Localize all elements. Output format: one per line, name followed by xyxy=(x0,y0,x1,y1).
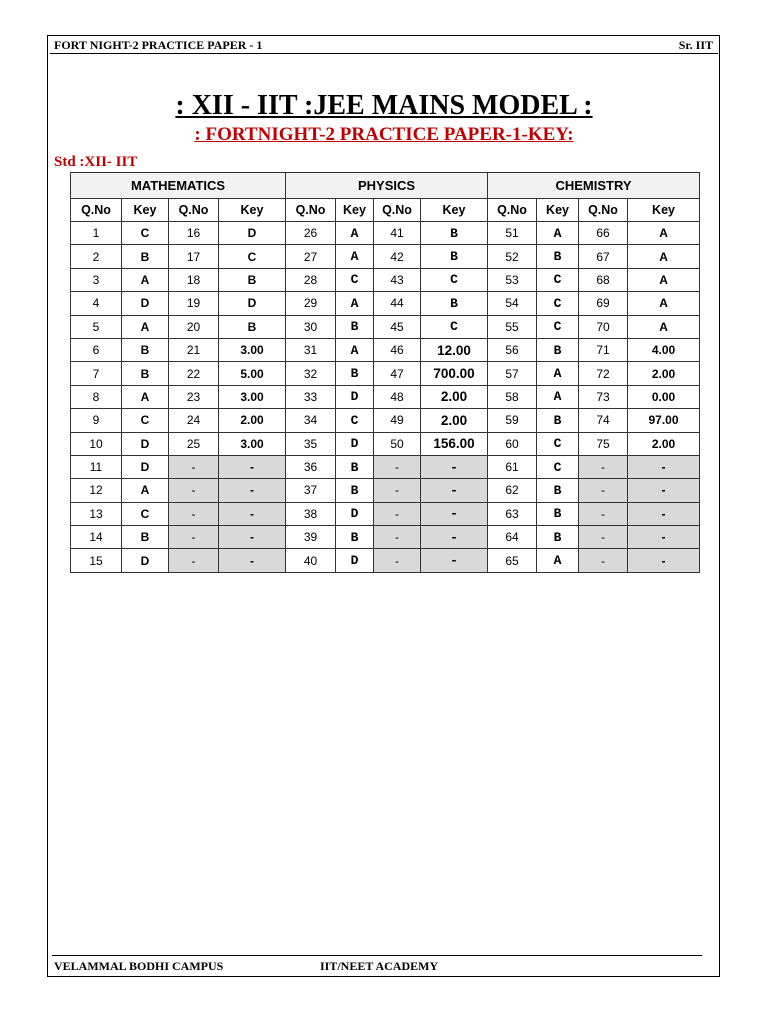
key-cell: 0.00 xyxy=(628,385,700,408)
key-cell: 12.00 xyxy=(421,338,488,361)
qno-cell: 26 xyxy=(286,222,336,245)
qno-cell: 65 xyxy=(488,549,537,572)
table-row xyxy=(71,362,700,385)
qno-cell: 32 xyxy=(286,362,336,385)
key-cell: A xyxy=(336,292,374,315)
key-cell: - xyxy=(219,479,286,502)
qno-cell: - xyxy=(374,455,421,478)
key-cell: - xyxy=(219,455,286,478)
qno-cell: 27 xyxy=(286,245,336,268)
qno-cell: 18 xyxy=(169,268,219,291)
key-cell: 4.00 xyxy=(628,338,700,361)
key-cell: - xyxy=(421,502,488,525)
table-row xyxy=(71,245,700,268)
qno-cell: 73 xyxy=(579,385,628,408)
key-cell: B xyxy=(421,292,488,315)
key-cell: D xyxy=(336,502,374,525)
key-cell: - xyxy=(628,455,700,478)
key-cell: 156.00 xyxy=(421,432,488,455)
qno-cell: 43 xyxy=(374,268,421,291)
qno-cell: 46 xyxy=(374,338,421,361)
key-cell: B xyxy=(336,315,374,338)
key-cell: A xyxy=(122,268,169,291)
column-header-row xyxy=(71,199,700,222)
table-row xyxy=(71,268,700,291)
qno-cell: 23 xyxy=(169,385,219,408)
key-cell: C xyxy=(421,315,488,338)
footer-left: VELAMMAL BODHI CAMPUS xyxy=(54,959,224,973)
qno-cell: - xyxy=(169,455,219,478)
qno-cell: - xyxy=(374,479,421,502)
key-cell: C xyxy=(537,455,579,478)
key-cell: C xyxy=(537,292,579,315)
page-title xyxy=(0,88,768,124)
key-cell: C xyxy=(219,245,286,268)
key-cell: D xyxy=(336,385,374,408)
qno-cell: 12 xyxy=(71,479,122,502)
qno-cell: - xyxy=(579,549,628,572)
table-row xyxy=(71,479,700,502)
qno-cell: 75 xyxy=(579,432,628,455)
qno-cell: - xyxy=(579,526,628,549)
qno-cell: 24 xyxy=(169,409,219,432)
table-row xyxy=(71,502,700,525)
key-cell: A xyxy=(537,222,579,245)
key-cell: 2.00 xyxy=(628,432,700,455)
qno-cell: - xyxy=(579,502,628,525)
key-cell: - xyxy=(421,526,488,549)
qno-cell: 28 xyxy=(286,268,336,291)
qno-cell: 44 xyxy=(374,292,421,315)
key-cell: C xyxy=(122,502,169,525)
qno-cell: 47 xyxy=(374,362,421,385)
qno-cell: 4 xyxy=(71,292,122,315)
qno-cell: 3 xyxy=(71,268,122,291)
qno-cell: 6 xyxy=(71,338,122,361)
qno-cell: - xyxy=(169,549,219,572)
header-rule xyxy=(50,53,718,54)
qno-cell: 33 xyxy=(286,385,336,408)
table-row xyxy=(71,432,700,455)
qno-cell: 19 xyxy=(169,292,219,315)
section-header-row xyxy=(71,173,700,199)
table-row xyxy=(71,455,700,478)
qno-cell: 66 xyxy=(579,222,628,245)
key-cell: D xyxy=(122,455,169,478)
qno-cell: 48 xyxy=(374,385,421,408)
qno-cell: 20 xyxy=(169,315,219,338)
qno-cell: - xyxy=(579,455,628,478)
key-cell: B xyxy=(537,526,579,549)
key-cell: 3.00 xyxy=(219,385,286,408)
qno-cell: 42 xyxy=(374,245,421,268)
qno-cell: 58 xyxy=(488,385,537,408)
qno-cell: 31 xyxy=(286,338,336,361)
footer-rule xyxy=(52,955,702,956)
qno-cell: 63 xyxy=(488,502,537,525)
table-row xyxy=(71,409,700,432)
qno-cell: 61 xyxy=(488,455,537,478)
qno-cell: 30 xyxy=(286,315,336,338)
qno-cell: 37 xyxy=(286,479,336,502)
key-cell: B xyxy=(421,245,488,268)
key-cell: 2.00 xyxy=(421,409,488,432)
key-cell: C xyxy=(537,432,579,455)
key-cell: C xyxy=(336,268,374,291)
key-cell: B xyxy=(336,479,374,502)
key-cell: D xyxy=(336,432,374,455)
answer-key-body xyxy=(71,222,700,573)
qno-cell: 36 xyxy=(286,455,336,478)
key-cell: 3.00 xyxy=(219,432,286,455)
key-cell: A xyxy=(628,315,700,338)
qno-cell: 7 xyxy=(71,362,122,385)
key-cell: 700.00 xyxy=(421,362,488,385)
key-cell: B xyxy=(336,526,374,549)
qno-cell: 59 xyxy=(488,409,537,432)
qno-cell: - xyxy=(169,479,219,502)
col-key: Key xyxy=(628,199,700,222)
key-cell: B xyxy=(537,245,579,268)
key-cell: D xyxy=(219,292,286,315)
table-row xyxy=(71,292,700,315)
qno-cell: 17 xyxy=(169,245,219,268)
col-qno: Q.No xyxy=(169,199,219,222)
qno-cell: 53 xyxy=(488,268,537,291)
footer-middle: IIT/NEET ACADEMY xyxy=(320,959,439,973)
table-row xyxy=(71,338,700,361)
key-cell: D xyxy=(122,292,169,315)
key-cell: - xyxy=(219,502,286,525)
key-cell: C xyxy=(122,409,169,432)
key-cell: - xyxy=(628,502,700,525)
key-cell: D xyxy=(122,432,169,455)
qno-cell: 21 xyxy=(169,338,219,361)
qno-cell: 39 xyxy=(286,526,336,549)
qno-cell: 55 xyxy=(488,315,537,338)
key-cell: B xyxy=(219,268,286,291)
qno-cell: 41 xyxy=(374,222,421,245)
key-cell: - xyxy=(219,526,286,549)
qno-cell: 71 xyxy=(579,338,628,361)
qno-cell: - xyxy=(374,526,421,549)
qno-cell: 8 xyxy=(71,385,122,408)
header-left: FORT NIGHT-2 PRACTICE PAPER - 1 xyxy=(54,38,263,52)
key-cell: B xyxy=(537,479,579,502)
qno-cell: 49 xyxy=(374,409,421,432)
qno-cell: 45 xyxy=(374,315,421,338)
qno-cell: 51 xyxy=(488,222,537,245)
qno-cell: 67 xyxy=(579,245,628,268)
col-qno: Q.No xyxy=(579,199,628,222)
key-cell: B xyxy=(122,245,169,268)
qno-cell: 29 xyxy=(286,292,336,315)
col-key: Key xyxy=(219,199,286,222)
qno-cell: 16 xyxy=(169,222,219,245)
std-label: Std :XII- IIT xyxy=(54,154,138,170)
key-cell: A xyxy=(336,222,374,245)
key-cell: B xyxy=(122,362,169,385)
qno-cell: 40 xyxy=(286,549,336,572)
col-key: Key xyxy=(122,199,169,222)
key-cell: B xyxy=(537,338,579,361)
key-cell: - xyxy=(421,479,488,502)
key-cell: A xyxy=(122,385,169,408)
col-qno: Q.No xyxy=(374,199,421,222)
col-qno: Q.No xyxy=(488,199,537,222)
col-key: Key xyxy=(336,199,374,222)
col-key: Key xyxy=(421,199,488,222)
key-cell: A xyxy=(537,385,579,408)
page-subtitle-text: : FORTNIGHT-2 PRACTICE PAPER-1-KEY: xyxy=(194,124,574,145)
qno-cell: 52 xyxy=(488,245,537,268)
key-cell: C xyxy=(336,409,374,432)
qno-cell: 11 xyxy=(71,455,122,478)
qno-cell: 72 xyxy=(579,362,628,385)
qno-cell: 69 xyxy=(579,292,628,315)
key-cell: - xyxy=(421,549,488,572)
qno-cell: 64 xyxy=(488,526,537,549)
table-row xyxy=(71,222,700,245)
key-cell: A xyxy=(122,315,169,338)
key-cell: D xyxy=(336,549,374,572)
qno-cell: 10 xyxy=(71,432,122,455)
key-cell: B xyxy=(537,502,579,525)
table-row xyxy=(71,315,700,338)
key-cell: C xyxy=(421,268,488,291)
qno-cell: 38 xyxy=(286,502,336,525)
key-cell: C xyxy=(537,315,579,338)
qno-cell: 68 xyxy=(579,268,628,291)
section-physics: PHYSICS xyxy=(286,173,488,199)
qno-cell: 50 xyxy=(374,432,421,455)
key-cell: B xyxy=(122,526,169,549)
qno-cell: 54 xyxy=(488,292,537,315)
qno-cell: 25 xyxy=(169,432,219,455)
key-cell: - xyxy=(628,526,700,549)
col-key: Key xyxy=(537,199,579,222)
qno-cell: 34 xyxy=(286,409,336,432)
qno-cell: 15 xyxy=(71,549,122,572)
qno-cell: 60 xyxy=(488,432,537,455)
qno-cell: 2 xyxy=(71,245,122,268)
key-cell: B xyxy=(537,409,579,432)
key-cell: B xyxy=(336,455,374,478)
key-cell: A xyxy=(628,222,700,245)
key-cell: B xyxy=(219,315,286,338)
section-chemistry: CHEMISTRY xyxy=(488,173,700,199)
key-cell: 2.00 xyxy=(421,385,488,408)
qno-cell: 35 xyxy=(286,432,336,455)
key-cell: A xyxy=(336,245,374,268)
key-cell: - xyxy=(628,549,700,572)
qno-cell: 70 xyxy=(579,315,628,338)
key-cell: - xyxy=(628,479,700,502)
key-cell: B xyxy=(336,362,374,385)
table-row xyxy=(71,385,700,408)
answer-key-table xyxy=(70,172,700,573)
qno-cell: 13 xyxy=(71,502,122,525)
key-cell: C xyxy=(537,268,579,291)
page-title-text: : XII - IIT :JEE MAINS MODEL : xyxy=(175,90,593,121)
key-cell: 3.00 xyxy=(219,338,286,361)
qno-cell: 14 xyxy=(71,526,122,549)
key-cell: 2.00 xyxy=(219,409,286,432)
section-mathematics: MATHEMATICS xyxy=(71,173,286,199)
key-cell: A xyxy=(628,245,700,268)
qno-cell: 57 xyxy=(488,362,537,385)
col-qno: Q.No xyxy=(286,199,336,222)
key-cell: B xyxy=(122,338,169,361)
key-cell: D xyxy=(219,222,286,245)
qno-cell: - xyxy=(374,502,421,525)
qno-cell: - xyxy=(579,479,628,502)
qno-cell: - xyxy=(169,526,219,549)
table-row xyxy=(71,549,700,572)
key-cell: B xyxy=(421,222,488,245)
col-qno: Q.No xyxy=(71,199,122,222)
qno-cell: 62 xyxy=(488,479,537,502)
qno-cell: 74 xyxy=(579,409,628,432)
qno-cell: - xyxy=(169,502,219,525)
key-cell: A xyxy=(537,362,579,385)
header-right: Sr. IIT xyxy=(678,38,713,52)
key-cell: D xyxy=(122,549,169,572)
key-cell: 5.00 xyxy=(219,362,286,385)
qno-cell: 22 xyxy=(169,362,219,385)
key-cell: A xyxy=(537,549,579,572)
key-cell: 2.00 xyxy=(628,362,700,385)
qno-cell: 1 xyxy=(71,222,122,245)
key-cell: A xyxy=(122,479,169,502)
qno-cell: 9 xyxy=(71,409,122,432)
qno-cell: 56 xyxy=(488,338,537,361)
key-cell: A xyxy=(336,338,374,361)
key-cell: - xyxy=(219,549,286,572)
key-cell: A xyxy=(628,292,700,315)
table-row xyxy=(71,526,700,549)
qno-cell: 5 xyxy=(71,315,122,338)
key-cell: C xyxy=(122,222,169,245)
key-cell: A xyxy=(628,268,700,291)
page-subtitle xyxy=(0,124,768,146)
key-cell: - xyxy=(421,455,488,478)
qno-cell: - xyxy=(374,549,421,572)
key-cell: 97.00 xyxy=(628,409,700,432)
